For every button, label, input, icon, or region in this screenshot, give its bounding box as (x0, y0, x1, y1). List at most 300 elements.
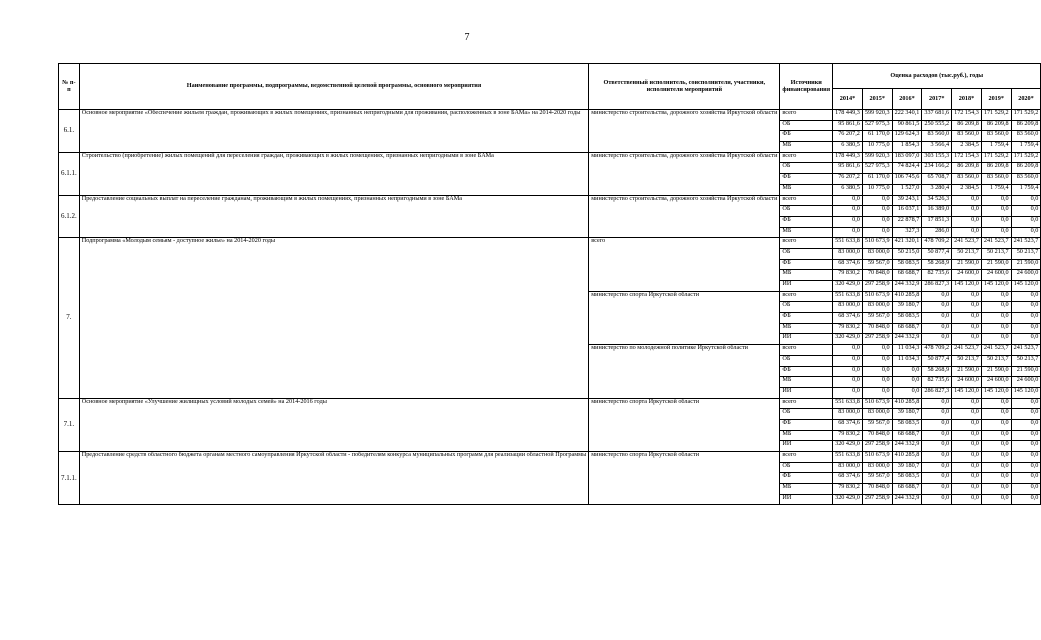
value-cell: 172 154,3 (952, 152, 982, 163)
value-cell: 0,0 (952, 494, 982, 505)
value-cell: 86 209,8 (952, 120, 982, 131)
value-cell: 0,0 (922, 409, 952, 420)
source-cell: МБ (780, 270, 833, 281)
value-cell: 320 429,0 (833, 441, 863, 452)
value-cell: 50 877,4 (922, 355, 952, 366)
header-executor: Ответственный исполнитель, соисполнители, участники, исполнители мероприятий (589, 64, 780, 110)
value-cell: 83 000,0 (862, 462, 892, 473)
value-cell: 0,0 (922, 473, 952, 484)
value-cell: 0,0 (922, 484, 952, 495)
value-cell: 0,0 (981, 473, 1011, 484)
value-cell: 0,0 (833, 216, 863, 227)
value-cell: 24 600,0 (981, 377, 1011, 388)
header-year: 2015* (862, 89, 892, 110)
value-cell: 510 673,9 (862, 398, 892, 409)
value-cell: 320 429,0 (833, 281, 863, 292)
value-cell: 83 000,0 (862, 248, 892, 259)
value-cell: 39 180,7 (892, 462, 922, 473)
value-cell: 0,0 (1011, 302, 1041, 313)
value-cell: 244 332,9 (892, 441, 922, 452)
value-cell: 0,0 (922, 430, 952, 441)
value-cell: 222 340,1 (892, 110, 922, 121)
header-year: 2020* (1011, 89, 1041, 110)
value-cell: 244 332,9 (892, 494, 922, 505)
item-code: 6.1.2. (59, 195, 80, 238)
value-cell: 59 567,0 (862, 259, 892, 270)
item-code: 6.1.1. (59, 152, 80, 195)
value-cell: 1 759,4 (1011, 142, 1041, 153)
value-cell: 0,0 (952, 195, 982, 206)
value-cell: 0,0 (981, 441, 1011, 452)
value-cell: 24 600,0 (952, 270, 982, 281)
value-cell: 0,0 (1011, 323, 1041, 334)
value-cell: 58 083,5 (892, 259, 922, 270)
item-name: Основное мероприятие «Обеспечение жильем граждан, проживающих в жилых помещениях, признанных непригодными для проживания, расположенных в зоне БАМа» на 2014-2020 годы (79, 110, 589, 153)
source-cell: всего (780, 398, 833, 409)
value-cell: 129 624,3 (892, 131, 922, 142)
value-cell: 82 735,6 (922, 377, 952, 388)
value-cell: 68 688,7 (892, 270, 922, 281)
value-cell: 58 268,9 (922, 259, 952, 270)
value-cell: 83 000,0 (862, 302, 892, 313)
value-cell: 0,0 (922, 462, 952, 473)
value-cell: 0,0 (833, 355, 863, 366)
value-cell: 234 166,2 (922, 163, 952, 174)
value-cell: 10 775,0 (862, 142, 892, 153)
value-cell: 0,0 (862, 227, 892, 238)
value-cell: 0,0 (952, 441, 982, 452)
value-cell: 145 120,0 (952, 281, 982, 292)
value-cell: 21 590,0 (981, 259, 1011, 270)
value-cell: 6 380,5 (833, 142, 863, 153)
value-cell: 0,0 (922, 323, 952, 334)
value-cell: 70 848,0 (862, 323, 892, 334)
value-cell: 0,0 (1011, 430, 1041, 441)
value-cell: 0,0 (952, 323, 982, 334)
source-cell: ОБ (780, 163, 833, 174)
value-cell: 65 708,7 (922, 174, 952, 185)
source-cell: ФБ (780, 259, 833, 270)
budget-table (58, 63, 1041, 505)
value-cell: 68 374,6 (833, 473, 863, 484)
source-cell: ИИ (780, 387, 833, 398)
value-cell: 0,0 (862, 216, 892, 227)
source-cell: всего (780, 238, 833, 249)
value-cell: 0,0 (952, 291, 982, 302)
value-cell: 297 258,9 (862, 441, 892, 452)
value-cell: 86 209,8 (981, 163, 1011, 174)
value-cell: 1 759,4 (981, 184, 1011, 195)
source-cell: МБ (780, 323, 833, 334)
value-cell: 320 429,0 (833, 334, 863, 345)
value-cell: 0,0 (862, 387, 892, 398)
source-cell: ИИ (780, 334, 833, 345)
value-cell: 0,0 (833, 195, 863, 206)
value-cell: 0,0 (952, 462, 982, 473)
value-cell: 83 000,0 (833, 248, 863, 259)
value-cell: 21 590,0 (1011, 366, 1041, 377)
value-cell: 145 120,0 (1011, 387, 1041, 398)
source-cell: ОБ (780, 120, 833, 131)
value-cell: 297 258,9 (862, 494, 892, 505)
value-cell: 178 449,3 (833, 152, 863, 163)
item-name: Основное мероприятие «Улучшение жилищных условий молодых семей» на 2014-2016 годы (79, 398, 589, 451)
executor-cell: министерство строительства, дорожного хозяйства Иркутской области (589, 195, 780, 238)
source-cell: ОБ (780, 206, 833, 217)
value-cell: 50 213,7 (981, 248, 1011, 259)
value-cell: 86 209,8 (1011, 163, 1041, 174)
source-cell: ОБ (780, 462, 833, 473)
value-cell: 0,0 (892, 387, 922, 398)
source-cell: ОБ (780, 409, 833, 420)
value-cell: 171 529,2 (981, 110, 1011, 121)
value-cell: 39 180,7 (892, 302, 922, 313)
value-cell: 39 243,1 (892, 195, 922, 206)
value-cell: 83 560,0 (981, 131, 1011, 142)
executor-cell: министерство строительства, дорожного хозяйства Иркутской области (589, 152, 780, 195)
value-cell: 6 380,5 (833, 184, 863, 195)
value-cell: 0,0 (1011, 419, 1041, 430)
value-cell: 86 209,8 (1011, 120, 1041, 131)
value-cell: 0,0 (1011, 398, 1041, 409)
value-cell: 337 681,6 (922, 110, 952, 121)
source-cell: всего (780, 110, 833, 121)
executor-cell: министерство спорта Иркутской области (589, 291, 780, 344)
value-cell: 24 600,0 (981, 270, 1011, 281)
source-cell: ФБ (780, 313, 833, 324)
value-cell: 421 320,1 (892, 238, 922, 249)
value-cell: 59 567,0 (862, 473, 892, 484)
value-cell: 106 745,6 (892, 174, 922, 185)
value-cell: 527 975,3 (862, 163, 892, 174)
value-cell: 0,0 (952, 430, 982, 441)
value-cell: 527 975,3 (862, 120, 892, 131)
source-cell: всего (780, 452, 833, 463)
value-cell: 0,0 (952, 313, 982, 324)
value-cell: 58 083,5 (892, 419, 922, 430)
value-cell: 244 332,9 (892, 334, 922, 345)
value-cell: 79 830,2 (833, 484, 863, 495)
value-cell: 50 213,7 (1011, 248, 1041, 259)
value-cell: 83 000,0 (833, 302, 863, 313)
value-cell: 183 097,0 (892, 152, 922, 163)
value-cell: 83 560,0 (952, 174, 982, 185)
value-cell: 79 830,2 (833, 270, 863, 281)
item-code: 7.1.1. (59, 452, 80, 505)
header-year: 2016* (892, 89, 922, 110)
value-cell: 70 848,0 (862, 430, 892, 441)
value-cell: 0,0 (981, 216, 1011, 227)
value-cell: 83 560,0 (922, 131, 952, 142)
value-cell: 21 590,0 (952, 366, 982, 377)
value-cell: 250 555,2 (922, 120, 952, 131)
source-cell: ФБ (780, 473, 833, 484)
value-cell: 0,0 (1011, 462, 1041, 473)
value-cell: 83 000,0 (833, 409, 863, 420)
value-cell: 79 830,2 (833, 430, 863, 441)
value-cell: 551 633,8 (833, 398, 863, 409)
value-cell: 0,0 (1011, 494, 1041, 505)
value-cell: 0,0 (892, 377, 922, 388)
value-cell: 0,0 (833, 366, 863, 377)
value-cell: 0,0 (981, 462, 1011, 473)
value-cell: 0,0 (981, 227, 1011, 238)
value-cell: 145 120,0 (952, 387, 982, 398)
value-cell: 0,0 (1011, 409, 1041, 420)
source-cell: МБ (780, 227, 833, 238)
value-cell: 145 120,0 (981, 281, 1011, 292)
value-cell: 171 529,2 (1011, 152, 1041, 163)
value-cell: 0,0 (862, 345, 892, 356)
value-cell: 0,0 (833, 377, 863, 388)
value-cell: 551 633,8 (833, 291, 863, 302)
header-year: 2018* (952, 89, 982, 110)
value-cell: 0,0 (952, 398, 982, 409)
value-cell: 320 429,0 (833, 494, 863, 505)
value-cell: 0,0 (1011, 334, 1041, 345)
value-cell: 83 560,0 (1011, 174, 1041, 185)
value-cell: 22 878,7 (892, 216, 922, 227)
value-cell: 410 285,8 (892, 452, 922, 463)
value-cell: 70 848,0 (862, 270, 892, 281)
source-cell: МБ (780, 142, 833, 153)
page-number: 7 (464, 32, 470, 43)
source-cell: ФБ (780, 216, 833, 227)
executor-cell: министерство спорта Иркутской области (589, 398, 780, 451)
value-cell: 241 523,7 (952, 345, 982, 356)
value-cell: 0,0 (922, 398, 952, 409)
value-cell: 286 827,3 (922, 281, 952, 292)
table-row (59, 195, 1041, 206)
header-year: 2014* (833, 89, 863, 110)
value-cell: 16 037,1 (892, 206, 922, 217)
source-cell: МБ (780, 430, 833, 441)
header-num: № п-п (59, 64, 80, 110)
value-cell: 0,0 (922, 334, 952, 345)
source-cell: всего (780, 152, 833, 163)
value-cell: 297 258,9 (862, 281, 892, 292)
value-cell: 0,0 (922, 494, 952, 505)
source-cell: ФБ (780, 131, 833, 142)
value-cell: 0,0 (922, 419, 952, 430)
value-cell: 0,0 (1011, 291, 1041, 302)
table-row (59, 152, 1041, 163)
value-cell: 0,0 (1011, 313, 1041, 324)
value-cell: 0,0 (981, 206, 1011, 217)
value-cell: 68 688,7 (892, 323, 922, 334)
value-cell: 86 209,8 (981, 120, 1011, 131)
executor-cell: всего (589, 238, 780, 291)
value-cell: 599 920,3 (862, 152, 892, 163)
item-code: 7. (59, 238, 80, 398)
value-cell: 0,0 (862, 366, 892, 377)
value-cell: 50 215,0 (892, 248, 922, 259)
value-cell: 11 034,3 (892, 355, 922, 366)
value-cell: 0,0 (862, 195, 892, 206)
source-cell: МБ (780, 377, 833, 388)
value-cell: 76 207,2 (833, 131, 863, 142)
value-cell: 410 285,8 (892, 291, 922, 302)
value-cell: 58 268,9 (922, 366, 952, 377)
executor-cell: министерство по молодежной политике Иркутской области (589, 345, 780, 398)
value-cell: 0,0 (981, 419, 1011, 430)
header-name: Наименование программы, подпрограммы, ведомственной целевой программы, основного мероприятия (79, 64, 589, 110)
value-cell: 34 526,3 (922, 195, 952, 206)
header-year: 2019* (981, 89, 1011, 110)
value-cell: 551 633,8 (833, 452, 863, 463)
value-cell: 0,0 (981, 323, 1011, 334)
value-cell: 0,0 (981, 484, 1011, 495)
value-cell: 95 861,6 (833, 163, 863, 174)
value-cell: 0,0 (1011, 227, 1041, 238)
executor-cell: министерство строительства, дорожного хозяйства Иркутской области (589, 110, 780, 153)
value-cell: 1 854,3 (892, 142, 922, 153)
value-cell: 0,0 (833, 206, 863, 217)
table-row (59, 110, 1041, 121)
item-name: Подпрограмма «Молодым семьям - доступное жилье» на 2014-2020 годы (79, 238, 589, 398)
value-cell: 510 673,9 (862, 238, 892, 249)
value-cell: 16 389,0 (922, 206, 952, 217)
value-cell: 178 449,3 (833, 110, 863, 121)
source-cell: всего (780, 291, 833, 302)
value-cell: 1 759,4 (981, 142, 1011, 153)
source-cell: всего (780, 345, 833, 356)
value-cell: 61 170,0 (862, 131, 892, 142)
value-cell: 244 332,9 (892, 281, 922, 292)
value-cell: 0,0 (862, 206, 892, 217)
value-cell: 83 560,0 (952, 131, 982, 142)
value-cell: 241 523,7 (981, 238, 1011, 249)
value-cell: 1 759,4 (1011, 184, 1041, 195)
value-cell: 79 830,2 (833, 323, 863, 334)
value-cell: 0,0 (981, 195, 1011, 206)
value-cell: 0,0 (1011, 441, 1041, 452)
value-cell: 0,0 (952, 484, 982, 495)
value-cell: 0,0 (922, 441, 952, 452)
value-cell: 327,3 (892, 227, 922, 238)
value-cell: 0,0 (981, 430, 1011, 441)
value-cell: 0,0 (833, 227, 863, 238)
value-cell: 599 920,3 (862, 110, 892, 121)
value-cell: 95 861,6 (833, 120, 863, 131)
value-cell: 70 848,0 (862, 484, 892, 495)
value-cell: 0,0 (892, 366, 922, 377)
value-cell: 82 735,6 (922, 270, 952, 281)
value-cell: 3 566,4 (922, 142, 952, 153)
item-code: 6.1. (59, 110, 80, 153)
value-cell: 551 633,8 (833, 238, 863, 249)
value-cell: 0,0 (952, 419, 982, 430)
source-cell: ИИ (780, 281, 833, 292)
value-cell: 58 083,5 (892, 473, 922, 484)
value-cell: 83 560,0 (1011, 131, 1041, 142)
table-row (59, 238, 1041, 249)
value-cell: 0,0 (922, 452, 952, 463)
value-cell: 0,0 (952, 216, 982, 227)
item-name: Предоставление социальных выплат на переселение гражданам, проживающим в жилых помещениях, признанных непригодными в зоне БАМа (79, 195, 589, 238)
value-cell: 0,0 (833, 387, 863, 398)
value-cell: 68 374,6 (833, 259, 863, 270)
value-cell: 10 775,0 (862, 184, 892, 195)
value-cell: 0,0 (1011, 195, 1041, 206)
value-cell: 74 824,4 (892, 163, 922, 174)
source-cell: ИИ (780, 441, 833, 452)
source-cell: всего (780, 195, 833, 206)
value-cell: 0,0 (1011, 484, 1041, 495)
value-cell: 68 688,7 (892, 430, 922, 441)
value-cell: 0,0 (862, 377, 892, 388)
value-cell: 0,0 (922, 313, 952, 324)
value-cell: 59 567,0 (862, 313, 892, 324)
value-cell: 286,0 (922, 227, 952, 238)
value-cell: 0,0 (981, 302, 1011, 313)
value-cell: 410 285,8 (892, 398, 922, 409)
item-name: Предоставление средств областного бюджета органам местного самоуправления Иркутской области - победителям конкурса муниципальных программ для реализации областной Программы (79, 452, 589, 505)
value-cell: 90 861,5 (892, 120, 922, 131)
value-cell: 17 851,3 (922, 216, 952, 227)
value-cell: 24 600,0 (952, 377, 982, 388)
executor-cell: министерство спорта Иркутской области (589, 452, 780, 505)
table-row (59, 398, 1041, 409)
value-cell: 24 600,0 (1011, 270, 1041, 281)
source-cell: МБ (780, 484, 833, 495)
header-year: 2017* (922, 89, 952, 110)
value-cell: 21 590,0 (952, 259, 982, 270)
value-cell: 0,0 (981, 452, 1011, 463)
value-cell: 0,0 (833, 345, 863, 356)
value-cell: 0,0 (1011, 473, 1041, 484)
value-cell: 24 600,0 (1011, 377, 1041, 388)
source-cell: ОБ (780, 248, 833, 259)
source-cell: ФБ (780, 366, 833, 377)
value-cell: 171 529,2 (1011, 110, 1041, 121)
value-cell: 50 213,7 (981, 355, 1011, 366)
value-cell: 0,0 (922, 291, 952, 302)
value-cell: 68 374,6 (833, 313, 863, 324)
value-cell: 61 170,0 (862, 174, 892, 185)
item-name: Строительство (приобретение) жилых помещений для переселения граждан, проживающих в жилых помещениях, признанных непригодными в зоне БАМа (79, 152, 589, 195)
source-cell: ФБ (780, 419, 833, 430)
source-cell: ФБ (780, 174, 833, 185)
value-cell: 510 673,9 (862, 291, 892, 302)
value-cell: 0,0 (981, 398, 1011, 409)
value-cell: 83 560,0 (981, 174, 1011, 185)
value-cell: 172 154,3 (952, 110, 982, 121)
value-cell: 50 877,4 (922, 248, 952, 259)
value-cell: 21 590,0 (981, 366, 1011, 377)
value-cell: 68 374,6 (833, 419, 863, 430)
value-cell: 0,0 (922, 302, 952, 313)
value-cell: 50 213,7 (952, 355, 982, 366)
value-cell: 50 213,7 (1011, 355, 1041, 366)
header-source: Источники финансирования (780, 64, 833, 110)
value-cell: 83 000,0 (833, 462, 863, 473)
value-cell: 0,0 (952, 452, 982, 463)
value-cell: 0,0 (1011, 206, 1041, 217)
value-cell: 68 688,7 (892, 484, 922, 495)
value-cell: 2 384,5 (952, 142, 982, 153)
value-cell: 303 155,3 (922, 152, 952, 163)
value-cell: 241 523,7 (1011, 238, 1041, 249)
value-cell: 39 180,7 (892, 409, 922, 420)
value-cell: 241 523,7 (952, 238, 982, 249)
table-body (59, 110, 1041, 505)
value-cell: 0,0 (1011, 452, 1041, 463)
value-cell: 2 384,5 (952, 184, 982, 195)
table-row (59, 452, 1041, 463)
value-cell: 0,0 (952, 334, 982, 345)
source-cell: ОБ (780, 302, 833, 313)
